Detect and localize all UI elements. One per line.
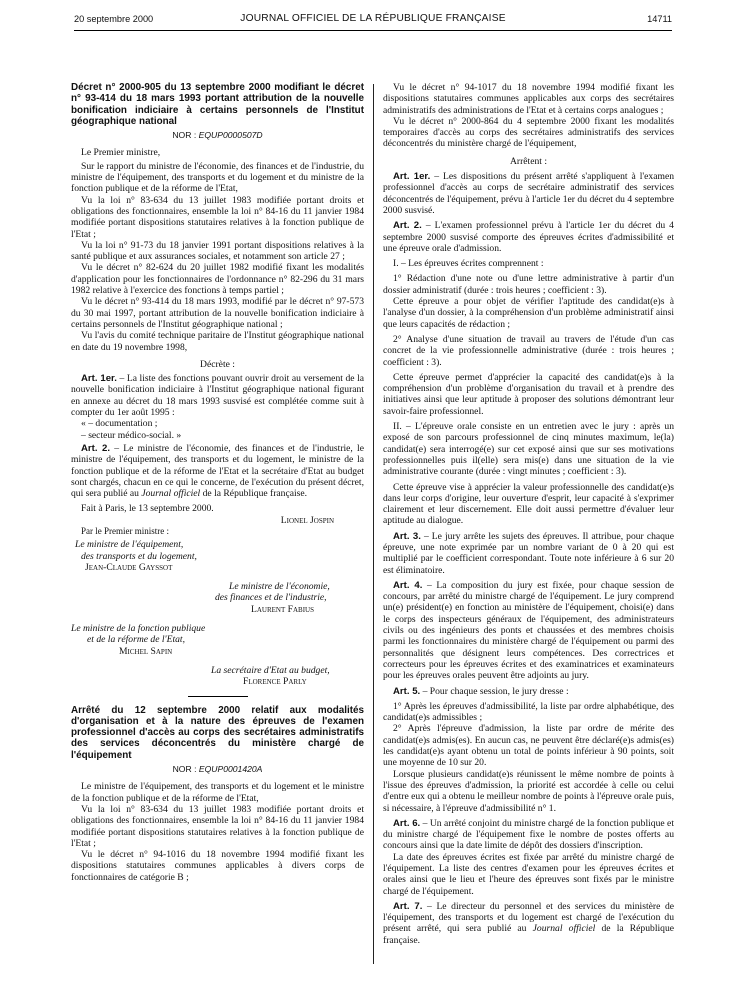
article-paragraph: La date des épreuves écrites est fixée par arrêté du ministre chargé de l'équipement. La liste des centres d'examen pour les épreuves écrites et orales ainsi que le lieu et l'heure des épreuves sont fixés par le ministre chargé de l'équipement. (383, 851, 674, 897)
article-paragraph: Cette épreuve a pour objet de vérifier l'aptitude des candidat(e)s à l'analyse d'un dossier, à la compréhension d'un problème administratif ainsi que leurs capacités de rédaction ; (383, 296, 674, 330)
header-page-number: 14711 (647, 14, 672, 24)
decree-title: Décret n° 2000-905 du 13 septembre 2000 modifiant le décret n° 93-414 du 18 mars 1993 portant attribution de la nouvelle bonification indiciaire à certains personnels de l'Institut géographique national (71, 82, 364, 127)
decree-done-at: Fait à Paris, le 13 septembre 2000. (81, 503, 214, 515)
article-label: Art. 1er. (81, 373, 117, 385)
article-text: – Le ministre de l'économie, des finances et de l'industrie, le ministre de l'équipement, des transports et du logement, le ministre de la fonction publique et de la réforme de l'Etat et la secrétaire d'Etat au budget sont chargés, chacun en ce qui le concerne, de l'exécution du présent décret, qui sera publié au Journal officiel de la République française. (71, 442, 364, 500)
decree-recital: Vu la loi n° 83-634 du 13 juillet 1983 modifiée portant droits et obligations des fonctionnaires, ensemble la loi n° 84-16 du 11 janvier 1984 modifiée portant dispositions statutaires relatives à la fonction publique de l'Etat ; (71, 194, 364, 240)
decree-recital: Vu le décret n° 93-414 du 18 mars 1993, modifié par le décret n° 97-573 du 30 mai 1997, portant attribution de la nouvelle bonification indiciaire à certains personnels de l'Institut géographique national ; (71, 296, 364, 330)
article-paragraph: 1° Rédaction d'une note ou d'une lettre administrative à partir d'un dossier administratif (durée : trois heures ; coefficient : 3). (383, 273, 674, 296)
arrete-arretent: Arrêtent : (509, 155, 548, 167)
signature-title: Le ministre de l'économie, (229, 581, 330, 593)
nor-code: EQUP0001420A (198, 764, 263, 775)
signature-block-budget (71, 665, 364, 688)
signature-block-fonction-publique (71, 623, 364, 657)
decree-recital: Vu l'avis du comité technique paritaire de l'Institut géographique national en date du 19 novembre 1998, (71, 330, 364, 353)
article-label: Art. 6. (393, 817, 421, 829)
signature-block-equipement (71, 539, 364, 573)
decree-recital: Vu la loi n° 91-73 du 18 janvier 1991 portant dispositions relatives à la santé publique et aux assurances sociales, et notamment son article 27 ; (71, 239, 364, 263)
nor-label: NOR : (172, 764, 197, 775)
arrete-recital: Vu le décret n° 94-1017 du 18 novembre 1994 modifié fixant les dispositions statutaires communes applicables aux corps des secrétaires administratifs des administrations de l'Etat et à certains corps analogues ; (383, 82, 674, 116)
signature-title: La secrétaire d'Etat au budget, (211, 664, 330, 676)
header-date: 20 septembre 2000 (74, 14, 154, 24)
signature-name: Laurent Fabius (251, 603, 314, 615)
signature-name: Michel Sapin (119, 645, 173, 657)
article-label: Art. 2. (393, 220, 422, 232)
signature-block-economie (71, 581, 364, 615)
article-paragraph: 2° Analyse d'une situation de travail au travers de l'étude d'un cas concret de la vie professionnelle administrative (durée : trois heures ; coefficient : 3). (383, 333, 674, 368)
signature-title: des finances et de l'industrie, (215, 592, 327, 604)
signature-name: Florence Parly (243, 676, 307, 688)
arrete-article-1 (383, 171, 674, 216)
arrete-article-3 (383, 531, 674, 576)
article-label: Art. 5. (393, 685, 421, 697)
article-text: – Les dispositions du présent arrêté s'appliquent à l'examen professionnel d'accès au corps de secrétaire administratif des services déconcentrés de l'équipement, prévu à l'article 1er du décret du 4 septembre 2000 susvisé. (383, 171, 674, 216)
article-paragraph: I. – Les épreuves écrites comprennent : (393, 258, 544, 270)
decree-list-item: – secteur médico-social. » (81, 429, 182, 441)
signature-name: Jean-Claude Gayssot (85, 561, 173, 573)
arrete-recital: Vu le décret n° 94-1016 du 18 novembre 1994 modifié fixant les dispositions statutaires communes applicables à divers corps de fonctionnaires de catégorie B ; (71, 849, 364, 883)
by-pm-label: Par le Premier ministre : (81, 525, 169, 536)
arrete-recital: Vu le décret n° 2000-864 du 4 septembre 2000 fixant les modalités temporaires d'accès au corps des secrétaires administratifs des services déconcentrés du ministère chargé de l'équipement, (383, 115, 674, 150)
signature-title: des transports et du logement, (81, 550, 197, 562)
pm-signature-name: Lionel Jospin (280, 514, 334, 526)
article-paragraph: 2° Après l'épreuve d'admission, la liste par ordre de mérite des candidat(e)s admis(es). En aucun cas, ne peuvent être déclaré(e)s admis(es) les candidat(e)s ayant obtenu un total de points inférieur à 90 points, soit une moyenne de 10 sur 20. (383, 723, 674, 769)
arrete-article-4 (383, 580, 674, 682)
arrete-article-5 (383, 686, 674, 697)
column-separator (373, 84, 374, 964)
article-text: – La composition du jury est fixée, pour chaque session de concours, par arrêté du ministre chargé de l'équipement. Le jury comprend un(e) président(e) en fonction au ministère de l'équipement, choisi(e) dans le corps des inspecteurs généraux de l'équipement, des administrateurs civils ou des ingénieurs des ponts et chaussées et des membres choisis parmi les fonctionnaires du ministère chargé de l'équipement ou parmi des personnalités que désignent leurs compétences. Des correctrices et correcteurs pour les épreuves écrites et des examinatrices et examinateurs pour les épreuves orales peuvent être adjoints au jury. (383, 579, 674, 682)
arrete-article-6 (383, 818, 674, 852)
article-label: Art. 2. (81, 442, 111, 454)
decree-decrete: Décrète : (200, 358, 235, 370)
signature-title: Le ministre de la fonction publique (71, 623, 206, 635)
article-label: Art. 4. (393, 579, 423, 591)
article-paragraph: II. – L'épreuve orale consiste en un entretien avec le jury : après un exposé de son parcours professionnel de cinq minutes maximum, le(la) candidat(e) sera interrogé(e) sur cet exposé ainsi que sur ses motivations professionnelles puis il(elle) sera mis(e) dans une situation de la vie administrative courante (durée : vingt minutes ; coefficient : 3). (383, 421, 674, 478)
signature-title: Le ministre de l'équipement, (75, 539, 184, 551)
nor-label: NOR : (172, 130, 197, 141)
arrete-article-7 (383, 901, 674, 946)
arrete-title: Arrêté du 12 septembre 2000 relatif aux modalités d'organisation et à la nature des épreuves de l'examen professionnel d'accès au corps des secrétaires administratifs des services déconcentrés du ministère chargé de l'équipement (71, 704, 364, 761)
article-text: – L'examen professionnel prévu à l'article 1er du décret du 4 septembre 2000 susvisé comporte des épreuves écrites d'admissibilité et une épreuve orale d'admission. (383, 220, 674, 254)
article-text: – Le jury arrête les sujets des épreuves. Il attribue, pour chaque épreuve, une note exprimée par un nombre variant de 0 à 20 qui est multiplié par le coefficient correspondant. Toute note inférieure à 6 sur 20 est éliminatoire. (383, 530, 674, 576)
arrete-recital: Le ministre de l'équipement, des transports et du logement et le ministre de la fonction publique et de la réforme de l'Etat, (71, 781, 364, 804)
arrete-article-2 (383, 220, 674, 254)
article-text: – Un arrêté conjoint du ministre chargé de la fonction publique et du ministre chargé de l'équipement fixe le nombre de postes offerts au concours ainsi que la date limite de dépôt des dossiers d'inscription. (383, 817, 674, 852)
left-column (71, 82, 364, 883)
page-header (74, 10, 672, 31)
article-label: Art. 1er. (393, 171, 431, 183)
article-label: Art. 7. (393, 900, 423, 912)
article-paragraph: Cette épreuve permet d'apprécier la capacité des candidat(e)s à la compréhension d'un problème d'organisation du travail et à prendre des initiatives ainsi que leur aptitude à proposer des solutions démontrant leur savoir-faire professionnel. (383, 371, 674, 417)
article-paragraph: Lorsque plusieurs candidat(e)s réunissent le même nombre de points à l'issue des épreuves d'admission, la priorité est accordée à celle ou celui d'entre eux qui a obtenu le meilleur nombre de points à l'épreuve orale puis, si nécessaire, à l'épreuve d'admissibilité n° 1. (383, 768, 674, 814)
nor-code: EQUP0000507D (198, 130, 263, 141)
decree-nor (71, 130, 364, 141)
article-paragraph: 1° Après les épreuves d'admissibilité, la liste par ordre alphabétique, des candidat(e)s admissibles ; (383, 700, 674, 724)
article-paragraph: Cette épreuve vise à apprécier la valeur professionnelle des candidat(e)s dans leur corps d'origine, leur ouverture d'esprit, leur capacité à s'exprimer clairement et leur discernement. Elle doit aussi permettre d'évaluer leur aptitude au dialogue. (383, 481, 674, 527)
arrete-nor (71, 764, 364, 775)
arrete-recital: Vu la loi n° 83-634 du 13 juillet 1983 modifiée portant droits et obligations des fonctionnaires, ensemble la loi n° 84-16 du 11 janvier 1984 modifiée portant dispositions statutaires relatives à la fonction publique de l'Etat ; (71, 803, 364, 849)
decree-recital: Vu le décret n° 82-624 du 20 juillet 1982 modifié fixant les modalités d'application pour les fonctionnaires de l'ordonnance n° 82-296 du 31 mars 1982 relative à l'exercice des fonctions à temps partiel ; (71, 262, 364, 297)
decree-list-item: « – documentation ; (81, 418, 158, 430)
article-text: – La liste des fonctions pouvant ouvrir droit au versement de la nouvelle bonification indiciaire à l'Institut géographique national figurant en annexe au décret du 18 mars 1993 susvisé est complétée comme suit à compter du 1er août 1995 : (71, 373, 365, 419)
signature-title: et de la réforme de l'Etat, (87, 634, 185, 646)
article-text: – Pour chaque session, le jury dresse : (422, 685, 569, 697)
decree-article-1 (71, 373, 364, 418)
header-journal-title: JOURNAL OFFICIEL DE LA RÉPUBLIQUE FRANÇAISE (240, 13, 506, 24)
decree-intro: Le Premier ministre, (81, 147, 161, 159)
right-column (383, 82, 674, 946)
article-label: Art. 3. (393, 530, 421, 542)
decree-recital: Sur le rapport du ministre de l'économie, des finances et de l'industrie, du ministre de l'équipement, des transports et du logement et du ministre de la fonction publique et de la réforme de l'Etat, (71, 160, 364, 195)
decree-article-2 (71, 443, 364, 499)
article-text: – Le directeur du personnel et des services du ministère de l'équipement, des transports et du logement est chargé de l'exécution du présent arrêté, qui sera publié au Journal officiel de la République française. (383, 900, 675, 946)
section-divider (188, 696, 248, 697)
